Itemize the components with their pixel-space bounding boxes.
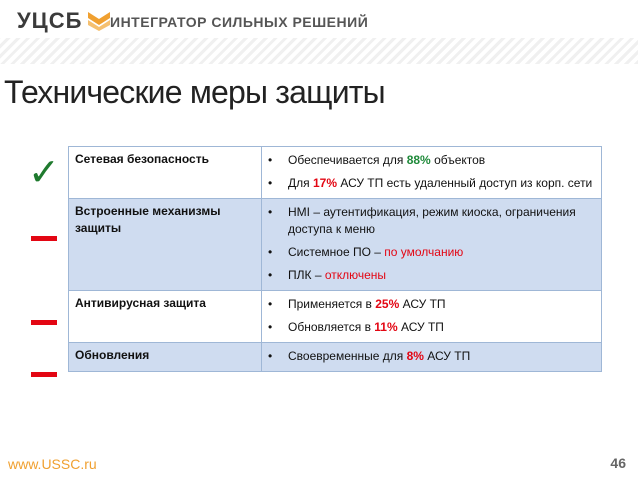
highlight-value: 25% — [375, 297, 400, 311]
bullet-icon: • — [268, 245, 273, 259]
highlight-value: 88% — [406, 153, 431, 167]
bullet-item — [268, 152, 595, 169]
bullet-text-post: объектов — [430, 153, 486, 167]
bullet-text-pre: Применяется в — [288, 297, 376, 311]
bullet-text — [288, 175, 592, 192]
bullet-item — [268, 296, 595, 313]
measure-label: Сетевая безопасность — [69, 147, 262, 199]
minus-icon — [31, 320, 57, 325]
bullet-item — [268, 204, 595, 238]
table-row — [69, 291, 602, 343]
measure-details — [262, 343, 602, 372]
bullet-text-post: АСУ ТП — [399, 297, 446, 311]
bullet-item — [268, 267, 595, 284]
bullet-text-pre: Системное ПО – — [288, 245, 385, 259]
bullet-icon: • — [268, 320, 273, 334]
minus-icon — [31, 372, 57, 377]
measure-label: Встроенные механизмы защиты — [69, 199, 262, 291]
bullet-text-pre: Своевременные для — [288, 349, 407, 363]
bullet-icon: • — [268, 349, 273, 363]
measure-details — [262, 199, 602, 291]
bullet-text-plain: HMI – аутентификация, режим киоска, ограничения доступа к меню — [288, 205, 576, 236]
bullet-text-post: АСУ ТП — [423, 349, 471, 363]
footer-url: www.USSC.ru — [8, 456, 97, 472]
decorative-stripe — [0, 38, 638, 64]
bullet-text — [288, 296, 446, 313]
bullet-text-pre: Для — [288, 176, 313, 190]
bullet-icon: • — [268, 153, 273, 167]
bullet-text — [288, 152, 485, 169]
slide-title: Технические меры защиты — [4, 74, 385, 110]
highlight-value: 17% — [312, 176, 337, 190]
table-row — [69, 343, 602, 372]
bullet-text-post: АСУ ТП — [397, 320, 444, 334]
bullet-text — [288, 319, 444, 336]
highlight-value: 11% — [374, 320, 398, 334]
measure-details — [262, 291, 602, 343]
bullet-text — [288, 267, 386, 284]
measure-label: Антивирусная защита — [69, 291, 262, 343]
measures-table — [68, 146, 602, 372]
measure-details — [262, 147, 602, 199]
bullet-item — [268, 244, 595, 261]
page-number: 46 — [610, 455, 626, 471]
bullet-text — [288, 204, 595, 238]
company-logo — [17, 8, 112, 34]
bullet-item — [268, 175, 595, 192]
highlight-value: 8% — [406, 349, 424, 363]
bullet-icon: • — [268, 205, 273, 219]
bullet-item — [268, 319, 595, 336]
table-row — [69, 199, 602, 291]
company-tagline: ИНТЕГРАТОР СИЛЬНЫХ РЕШЕНИЙ — [110, 14, 369, 30]
logo-chevron-icon — [86, 10, 112, 32]
bullet-text-pre: ПЛК – — [288, 268, 325, 282]
bullet-item — [268, 348, 595, 365]
bullet-icon: • — [268, 268, 273, 282]
bullet-icon: • — [268, 297, 273, 311]
logo-text: УЦСБ — [17, 8, 83, 33]
bullet-text — [288, 244, 463, 261]
measure-label: Обновления — [69, 343, 262, 372]
bullet-text — [288, 348, 470, 365]
bullet-icon: • — [268, 176, 273, 190]
table-row — [69, 147, 602, 199]
checkmark-icon: ✓ — [28, 150, 60, 194]
minus-icon — [31, 236, 57, 241]
highlight-value: по умолчанию — [384, 245, 464, 259]
bullet-text-pre: Обновляется в — [288, 320, 375, 334]
slide-header — [0, 0, 638, 40]
bullet-text-pre: Обеспечивается для — [288, 153, 407, 167]
bullet-text-post: АСУ ТП есть удаленный доступ из корп. сети — [337, 176, 593, 190]
highlight-value: отключены — [324, 268, 387, 282]
